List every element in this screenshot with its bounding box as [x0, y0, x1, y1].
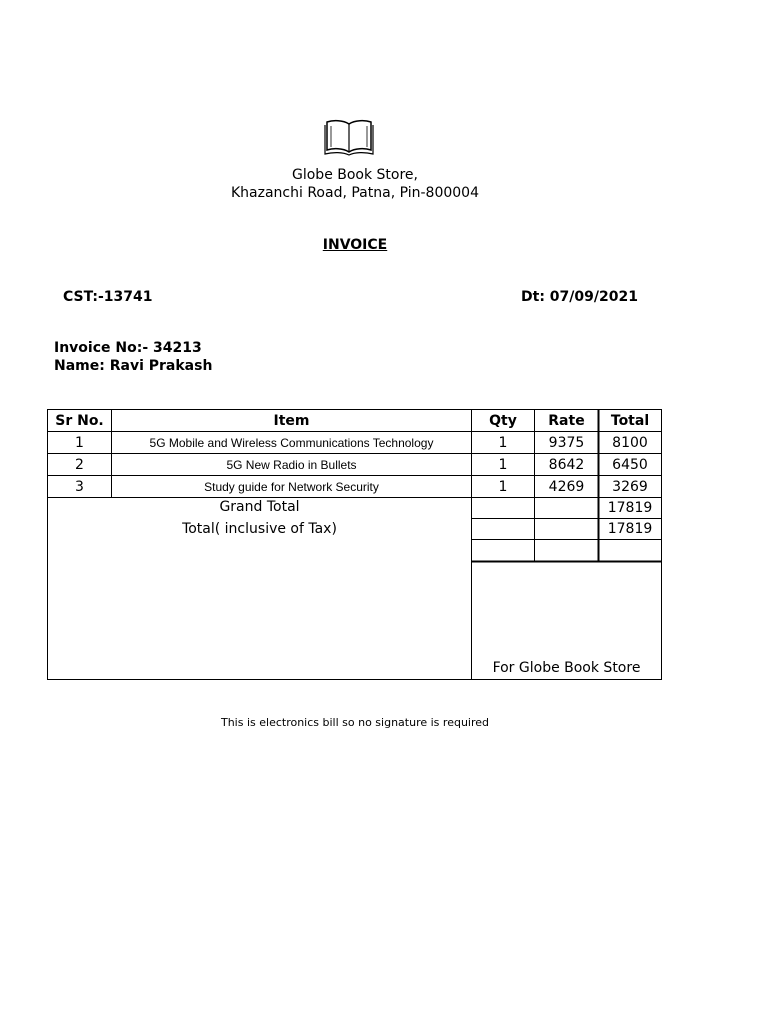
customer-name: Name: Ravi Prakash: [54, 358, 213, 374]
row-1-qty: 1: [498, 434, 508, 451]
row-2-qty: 1: [498, 456, 508, 473]
invoice-title: INVOICE: [322, 237, 388, 253]
store-name: Globe Book Store,: [292, 167, 418, 183]
row-1-rate: 9375: [548, 434, 585, 451]
total-inclusive-tax-label: Total( inclusive of Tax): [182, 521, 337, 537]
open-book-icon: [323, 118, 375, 156]
row-1-sr: 1: [75, 434, 84, 451]
grand-total-label: Grand Total: [219, 499, 300, 515]
row-3-total: 3269: [612, 478, 648, 495]
invoice-date: Dt: 07/09/2021: [521, 289, 638, 305]
store-address: Khazanchi Road, Patna, Pin-800004: [230, 185, 479, 201]
row-1-item: 5G Mobile and Wireless Communications Technology: [149, 435, 434, 450]
row-2-sr: 2: [75, 456, 84, 473]
cst-number: CST:-13741: [63, 289, 153, 305]
row-2-rate: 8642: [548, 456, 585, 473]
col-header-sr-no: Sr No.: [55, 412, 104, 429]
total-inclusive-tax-value: 17819: [607, 521, 653, 537]
col-header-total: Total: [610, 412, 650, 429]
row-3-sr: 3: [75, 478, 84, 495]
footnote: This is electronics bill so no signature is required: [220, 716, 489, 729]
row-3-qty: 1: [498, 478, 508, 495]
row-1-total: 8100: [612, 434, 648, 451]
row-3-rate: 4269: [548, 478, 585, 495]
col-header-qty: Qty: [489, 412, 517, 429]
col-header-item: Item: [273, 412, 310, 429]
col-header-rate: Rate: [548, 412, 585, 429]
grand-total-value: 17819: [607, 500, 653, 516]
row-3-item: Study guide for Network Security: [204, 479, 379, 494]
row-2-item: 5G New Radio in Bullets: [226, 457, 357, 472]
row-2-total: 6450: [612, 456, 648, 473]
signatory-label: For Globe Book Store: [492, 660, 641, 676]
invoice-number: Invoice No:- 34213: [54, 340, 202, 356]
